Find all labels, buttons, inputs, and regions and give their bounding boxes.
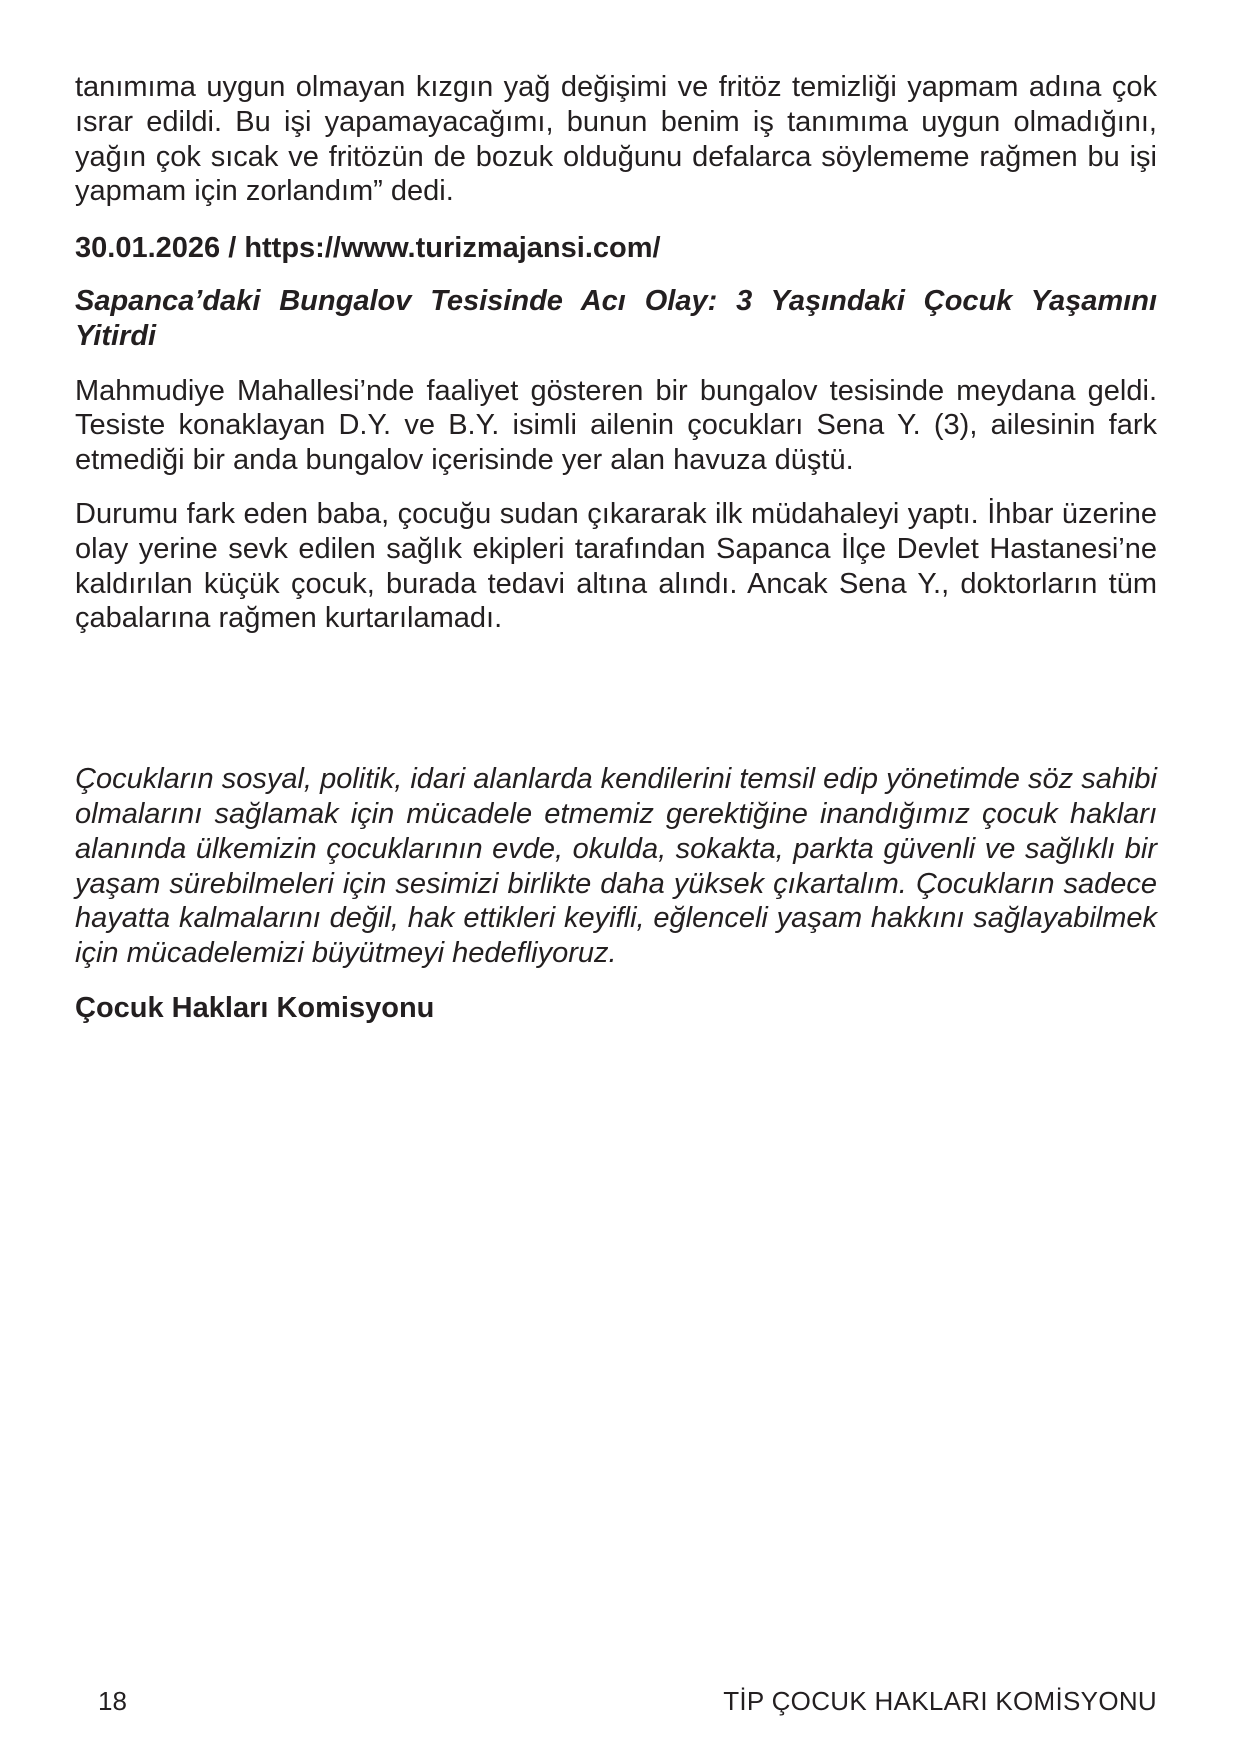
signature: Çocuk Hakları Komisyonu [75,991,435,1024]
page-number: 18 [98,1686,127,1716]
publication-title: TİP ÇOCUK HAKLARI KOMİSYONU [723,1686,1157,1716]
source-line: 30.01.2026 / https://www.turizmajansi.com/ [75,232,661,265]
article-paragraph: Durumu fark eden baba, çocuğu sudan çıkararak ilk müdahaleyi yaptı. İhbar üzerine olay yerine sevk edilen sağlık ekipleri tarafından Sapanca İlçe Devlet Hastanesi’ne kaldırılan küçük çocuk, burada tedavi altına alındı. Ancak Sena Y., doktorların tüm çabalarına rağmen kurtarılamadı. [75,497,1157,635]
closing-statement: Çocukların sosyal, politik, idari alanlarda kendilerini temsil edip yönetimde söz sahibi olmalarını sağlamak için mücadele etmemiz gerektiğine inandığımız çocuk hakları alanında ülkemizin çocuklarının evde, okulda, sokakta, parkta güvenli ve sağlıklı bir yaşam sürebilmeleri için sesimizi birlikte daha yüksek çıkartalım. Çocukların sadece hayatta kalmalarını değil, hak ettikleri keyifli, eğlenceli yaşam hakkını sağlayabilmek için mücadelemizi büyütmeyi hedefliyoruz. [75,763,1157,970]
article-headline: Sapanca’daki Bungalov Tesisinde Acı Olay: 3 Yaşındaki Çocuk Yaşamını Yitirdi [75,284,1157,352]
continued-paragraph: tanımıma uygun olmayan kızgın yağ değişimi ve fritöz temizliği yapmam adına çok ısrar edildi. Bu işi yapamayacağımı, bunun benim iş tanımıma uygun olmadığını, yağın çok sıcak ve fritözün de bozuk olduğunu defalarca söylememe rağmen bu işi yapmam için zorlandım” dedi. [75,71,1157,208]
page-content [75,70,1157,1026]
article-paragraph: Mahmudiye Mahallesi’nde faaliyet gösteren bir bungalov tesisinde meydana geldi. Tesiste konaklayan D.Y. ve B.Y. isimli ailenin çocukları Sena Y. (3), ailesinin fark etmediği bir anda bungalov içerisinde yer alan havuza düştü. [75,374,1157,477]
